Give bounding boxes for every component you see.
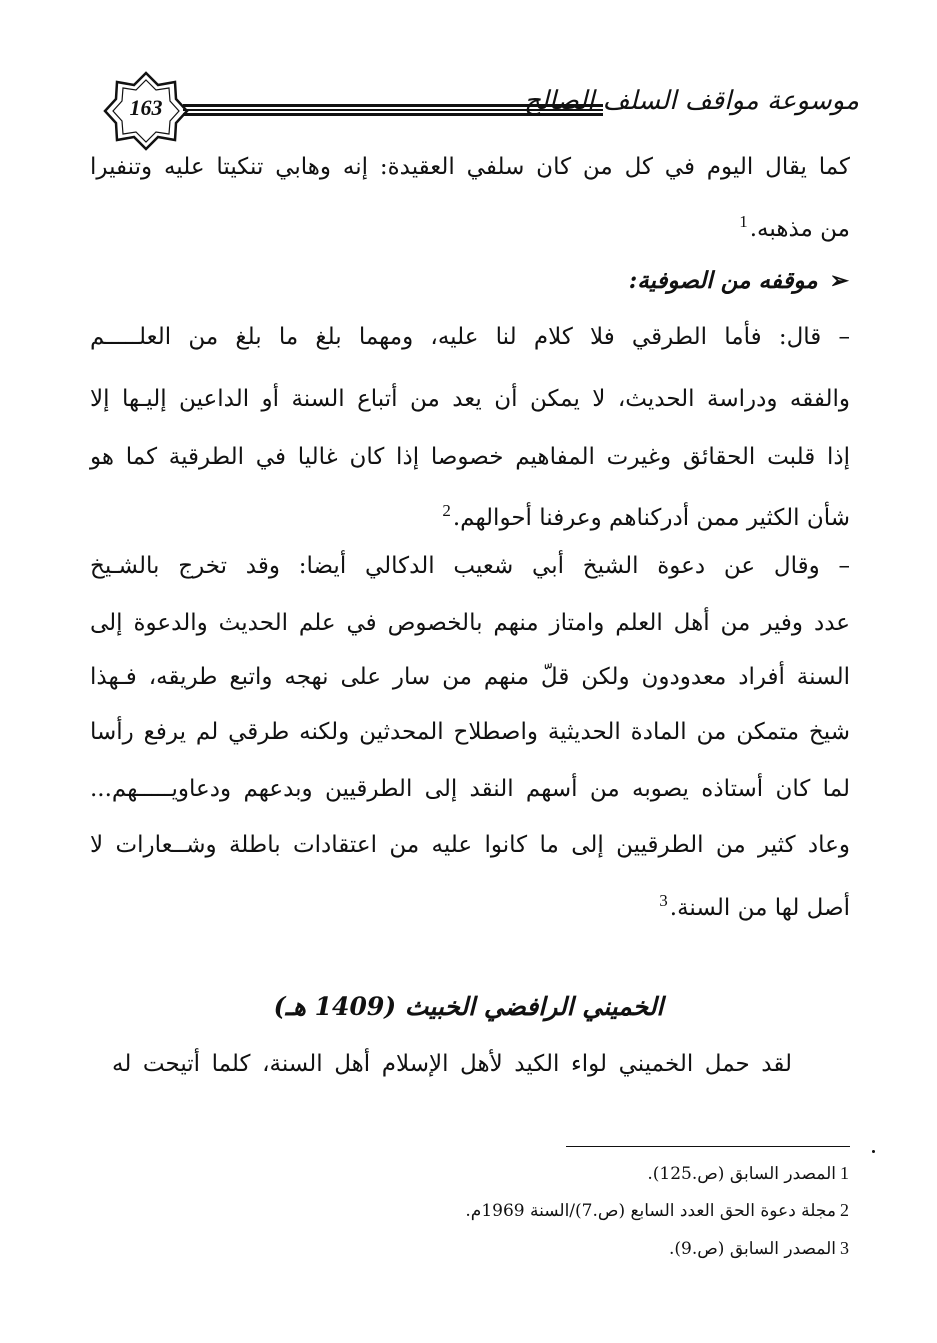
body-line-11: لما كان أستاذه يصوبه من أسهم النقد إلى الطرقيين وبدعهم ودعاويـــــهم... bbox=[90, 776, 850, 802]
body-line-2 bbox=[739, 207, 850, 244]
footnote-ref-3: 3 bbox=[659, 891, 668, 910]
body-line-10: شيخ متمكن من المادة الحديثية واصطلاح المحدثين ولكنه طرقي لم يرفع رأسا bbox=[90, 719, 850, 745]
body-line-6 bbox=[442, 496, 850, 533]
arrow-bullet-icon: ➢ bbox=[829, 267, 849, 294]
section-title-khomeini: الخميني الرافضي الخبيث (1409 هـ) bbox=[273, 992, 664, 1021]
page-header bbox=[0, 0, 937, 150]
body-line-3: – قال: فأما الطرقي فلا كلام لنا عليه، ومهما بلغ ما بلغ من العلـــــم bbox=[90, 324, 850, 350]
footnote-2-text: مجلة دعوة الحق العدد السابع (ص.7)/السنة 1969م. bbox=[465, 1201, 836, 1221]
footnote-1-text: المصدر السابق (ص.125). bbox=[647, 1164, 836, 1184]
body-line-2-text: من مذهبه. bbox=[749, 216, 850, 242]
footnote-3-text: المصدر السابق (ص.9). bbox=[668, 1239, 836, 1259]
footnote-2-number: 2 bbox=[840, 1200, 849, 1220]
page-number-badge bbox=[103, 71, 189, 151]
page-number: 163 bbox=[129, 95, 163, 120]
body-line-7: – وقال عن دعوة الشيخ أبي شعيب الدكالي أيضا: وقد تخرج بالشـيخ bbox=[90, 553, 850, 579]
footnote-3-number: 3 bbox=[840, 1238, 849, 1258]
body-line-4: والفقه ودراسة الحديث، لا يمكن أن يعد من أتباع السنة أو الداعين إليـها إلا bbox=[90, 386, 850, 412]
footnote-1 bbox=[647, 1161, 849, 1186]
footnote-2 bbox=[465, 1198, 849, 1223]
body-line-1: كما يقال اليوم في كل من كان سلفي العقيدة: إنه وهابي تنكيتا عليه وتنفيرا bbox=[90, 154, 850, 180]
body-line-14: لقد حمل الخميني لواء الكيد لأهل الإسلام أهل السنة، كلما أتيحت له bbox=[112, 1051, 792, 1077]
section-heading-text: موقفه من الصوفية: bbox=[628, 267, 818, 294]
body-line-8: عدد وفير من أهل العلم وامتاز منهم بالخصوص في علم الحديث والدعوة إلى bbox=[90, 610, 850, 636]
section-heading bbox=[629, 266, 849, 296]
footnote-ref-1: 1 bbox=[739, 212, 748, 231]
footnote-ref-2: 2 bbox=[442, 501, 451, 520]
footnote-dot bbox=[872, 1150, 875, 1153]
body-line-13-text: أصل لها من السنة. bbox=[669, 895, 850, 921]
series-title: موسوعة مواقف السلف الصالح bbox=[524, 86, 859, 116]
body-line-13 bbox=[659, 886, 850, 923]
footnote-3 bbox=[669, 1236, 849, 1261]
body-line-12: وعاد كثير من الطرقيين إلى ما كانوا عليه من اعتقادات باطلة وشــعارات لا bbox=[90, 832, 850, 858]
footnote-1-number: 1 bbox=[840, 1163, 849, 1183]
body-line-5: إذا قلبت الحقائق وغيرت المفاهيم خصوصا إذا كان غاليا في الطرقية كما هو bbox=[90, 444, 850, 470]
body-line-9: السنة أفراد معدودون ولكن قلّ منهم من سار على نهجه واتبع طريقه، فـهذا bbox=[90, 664, 850, 690]
body-line-6-text: شأن الكثير ممن أدركناهم وعرفنا أحوالهم. bbox=[452, 505, 850, 531]
footnote-separator bbox=[566, 1146, 850, 1147]
